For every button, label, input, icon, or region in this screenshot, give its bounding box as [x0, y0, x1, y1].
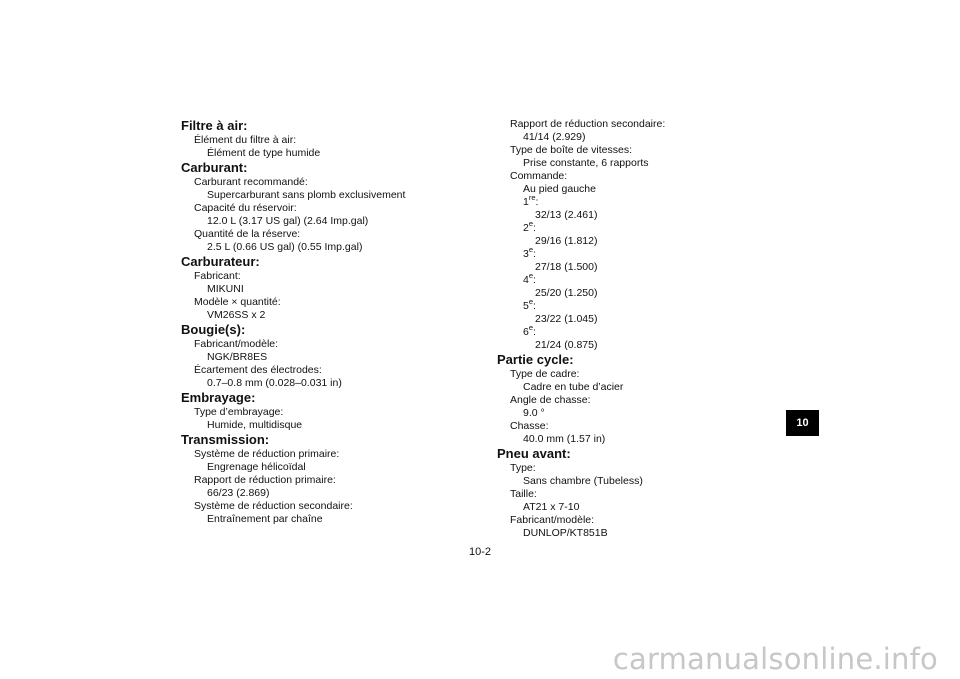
watermark: carmanualsonline.info — [612, 642, 938, 676]
fuel-recommended-label: Carburant recommandé: — [194, 176, 308, 188]
clutch-type-label: Type d’embrayage: — [194, 406, 284, 418]
carburetor-model-label: Modèle × quantité: — [194, 296, 281, 308]
page-number: 10-2 — [468, 546, 492, 558]
tire-maker-value: DUNLOP/KT851B — [523, 527, 608, 539]
primary-system-label: Système de réduction primaire: — [194, 448, 340, 460]
transmission-heading: Transmission: — [181, 432, 270, 447]
spark-plug-gap-label: Écartement des électrodes: — [194, 364, 322, 376]
chapter-tab: 10 — [786, 410, 819, 436]
gear-2-ratio: 29/16 (1.812) — [535, 235, 598, 247]
gear-6-ratio: 21/24 (0.875) — [535, 339, 598, 351]
fuel-heading: Carburant: — [181, 160, 248, 175]
tire-size-value: AT21 x 7-10 — [523, 501, 580, 513]
gear-3-label: 3e: — [523, 245, 536, 260]
fuel-reserve-value: 2.5 L (0.66 US gal) (0.55 Imp.gal) — [207, 241, 363, 253]
clutch-type-value: Humide, multidisque — [207, 419, 303, 431]
shift-control-value: Au pied gauche — [523, 183, 596, 195]
secondary-system-label: Système de réduction secondaire: — [194, 500, 353, 512]
gear-4-label: 4e: — [523, 271, 536, 286]
fuel-reserve-label: Quantité de la réserve: — [194, 228, 301, 240]
gear-4-ratio: 25/20 (1.250) — [535, 287, 598, 299]
gear-3-ratio: 27/18 (1.500) — [535, 261, 598, 273]
frame-type-label: Type de cadre: — [510, 368, 580, 380]
secondary-ratio-label: Rapport de réduction secondaire: — [510, 118, 666, 130]
secondary-system-value: Entraînement par chaîne — [207, 513, 323, 525]
front-tire-heading: Pneu avant: — [497, 446, 571, 461]
spark-plug-maker-value: NGK/BR8ES — [207, 351, 268, 363]
gear-6-label: 6e: — [523, 323, 536, 338]
fuel-recommended-value: Supercarburant sans plomb exclusivement — [207, 189, 406, 201]
caster-angle-label: Angle de chasse: — [510, 394, 591, 406]
gear-1-label: 1re: — [523, 193, 539, 208]
carburetor-maker-value: MIKUNI — [207, 283, 244, 295]
left-column — [181, 118, 481, 526]
gear-5-ratio: 23/22 (1.045) — [535, 313, 598, 325]
gearbox-type-label: Type de boîte de vitesses: — [510, 144, 632, 156]
carburetor-heading: Carburateur: — [181, 254, 260, 269]
clutch-heading: Embrayage: — [181, 390, 256, 405]
trail-value: 40.0 mm (1.57 in) — [523, 433, 606, 445]
tire-maker-label: Fabricant/modèle: — [510, 514, 595, 526]
caster-angle-value: 9.0 ° — [523, 407, 545, 419]
gear-2-label: 2e: — [523, 219, 536, 234]
gear-1-ratio: 32/13 (2.461) — [535, 209, 598, 221]
primary-ratio-value: 66/23 (2.869) — [207, 487, 270, 499]
tire-type-value: Sans chambre (Tubeless) — [523, 475, 643, 487]
right-column — [497, 118, 797, 540]
gear-5-label: 5e: — [523, 297, 536, 312]
carburetor-model-value: VM26SS x 2 — [207, 309, 266, 321]
tire-size-label: Taille: — [510, 488, 537, 500]
chassis-heading: Partie cycle: — [497, 352, 574, 367]
primary-system-value: Engrenage hélicoïdal — [207, 461, 306, 473]
carburetor-maker-label: Fabricant: — [194, 270, 241, 282]
air-filter-heading: Filtre à air: — [181, 118, 248, 133]
trail-label: Chasse: — [510, 420, 549, 432]
gearbox-type-value: Prise constante, 6 rapports — [523, 157, 649, 169]
spark-plug-maker-label: Fabricant/modèle: — [194, 338, 279, 350]
primary-ratio-label: Rapport de réduction primaire: — [194, 474, 336, 486]
fuel-tank-value: 12.0 L (3.17 US gal) (2.64 Imp.gal) — [207, 215, 369, 227]
spark-plug-heading: Bougie(s): — [181, 322, 246, 337]
shift-control-label: Commande: — [510, 170, 568, 182]
fuel-tank-label: Capacité du réservoir: — [194, 202, 297, 214]
tire-type-label: Type: — [510, 462, 536, 474]
frame-type-value: Cadre en tube d’acier — [523, 381, 624, 393]
secondary-ratio-value: 41/14 (2.929) — [523, 131, 586, 143]
air-filter-element-label: Élément du filtre à air: — [194, 134, 297, 146]
air-filter-element-value: Élément de type humide — [207, 147, 321, 159]
spark-plug-gap-value: 0.7–0.8 mm (0.028–0.031 in) — [207, 377, 342, 389]
